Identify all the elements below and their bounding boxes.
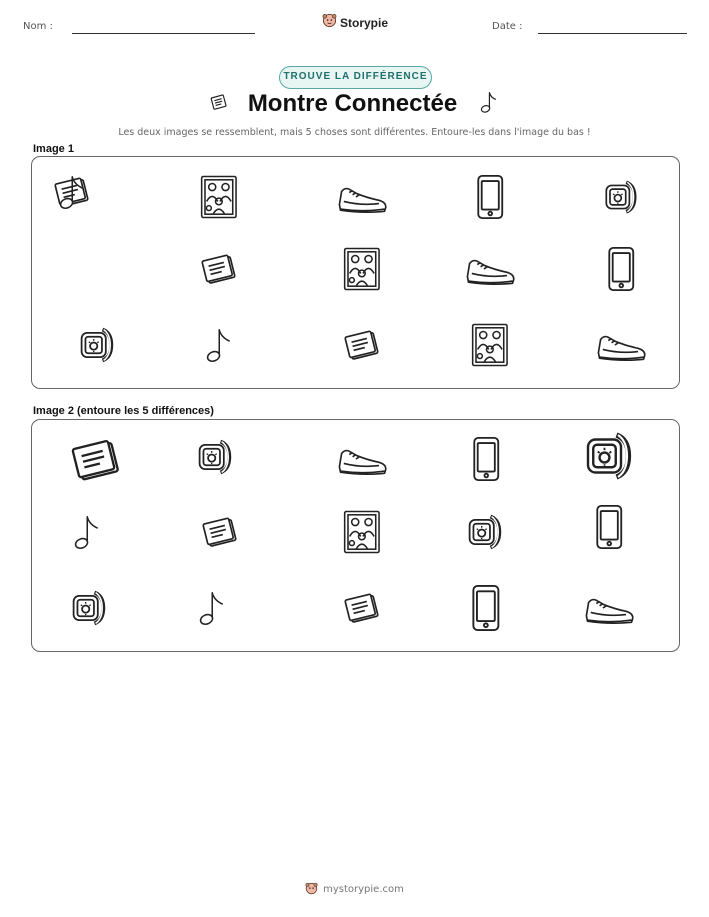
- image2-panel: [31, 419, 680, 652]
- music-note-icon: [32, 157, 112, 227]
- phone-icon: [581, 234, 661, 304]
- book-icon: [180, 497, 260, 567]
- storypie-mascot-icon: [322, 13, 337, 32]
- image2-label: Image 2 (entoure les 5 différences): [33, 405, 214, 417]
- image1-label: Image 1: [33, 143, 74, 155]
- brand-name: Storypie: [340, 15, 389, 30]
- smartwatch-icon: [175, 422, 255, 492]
- book-icon: [56, 425, 136, 495]
- brand-logo: [322, 13, 388, 32]
- phone-icon: [446, 424, 526, 494]
- music-note-icon: [172, 573, 252, 643]
- footer: [0, 880, 709, 899]
- smartwatch-icon: [445, 497, 525, 567]
- smartwatch-icon: [569, 421, 649, 491]
- family-photo-icon: [322, 497, 402, 567]
- page-title: Montre Connectée: [247, 90, 458, 117]
- family-photo-icon: [322, 234, 402, 304]
- phone-icon: [569, 492, 649, 562]
- date-label: Date :: [492, 21, 523, 32]
- music-note-icon: [47, 497, 127, 567]
- music-note-icon: [478, 90, 500, 118]
- page-title-row: [0, 90, 709, 118]
- family-photo-icon: [179, 162, 259, 232]
- sneaker-icon: [322, 162, 402, 232]
- family-photo-icon: [450, 310, 530, 380]
- smartwatch-icon: [57, 310, 137, 380]
- name-line: [72, 33, 255, 34]
- sneaker-icon: [581, 310, 661, 380]
- book-icon: [322, 310, 402, 380]
- book-icon: [209, 92, 229, 116]
- book-icon: [179, 234, 259, 304]
- sneaker-icon: [322, 424, 402, 494]
- smartwatch-icon: [581, 162, 661, 232]
- footer-url[interactable]: mystorypie.com: [323, 884, 404, 895]
- sneaker-icon: [569, 573, 649, 643]
- sneaker-icon: [450, 234, 530, 304]
- phone-icon: [446, 573, 526, 643]
- category-badge: TROUVE LA DIFFÉRENCE: [279, 66, 432, 89]
- music-note-icon: [179, 310, 259, 380]
- phone-icon: [450, 162, 530, 232]
- date-line: [538, 33, 687, 34]
- storypie-mascot-icon: [305, 880, 318, 899]
- name-label: Nom :: [23, 21, 53, 32]
- book-icon: [322, 573, 402, 643]
- instructions: Les deux images se ressemblent, mais 5 choses sont différentes. Entoure-les dans l'image du bas !: [118, 127, 591, 138]
- image1-panel: [31, 156, 680, 389]
- smartwatch-icon: [49, 573, 129, 643]
